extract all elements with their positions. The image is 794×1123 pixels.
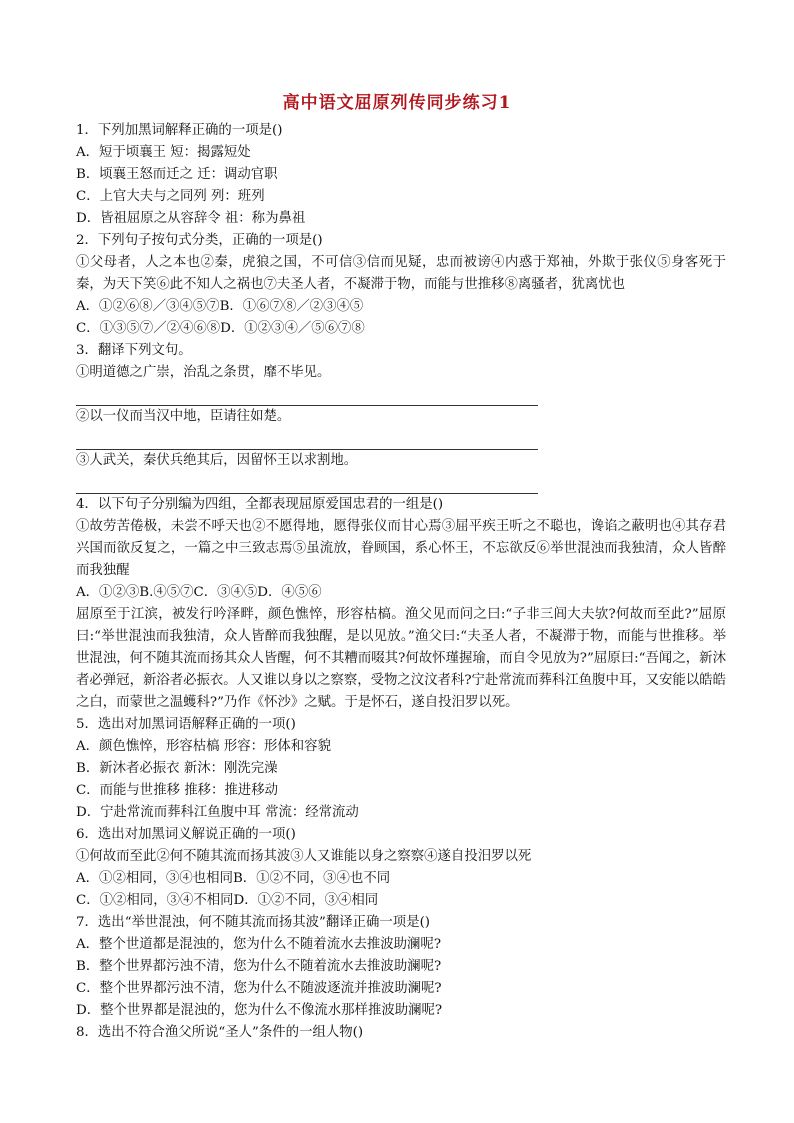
q4-sentences: ①故劳苦倦极，未尝不呼天也②不愿得地，愿得张仪而甘心焉③屈平疾王听之不聪也，谗谄之蔽明也④其存君兴国而欲反复之，一篇之中三致志焉⑤虽流放，眷顾国，系心怀王，不忘欲反⑥举世混浊而我独清，众人皆醉而我独醒 [76,519,726,578]
q3-stem: 3．翻译下列文句。 [76,343,192,358]
q3-sentence-2: ②以一仪而当汉中地，臣请往如楚。 [76,409,291,424]
q2-options-ab: A．①②⑥⑧／③④⑤⑦B．①⑥⑦⑧／②③④⑤ [76,299,364,314]
q3-sentence-3: ③人武关，秦伏兵绝其后，因留怀王以求割地。 [76,453,358,468]
q4-options: A．①②③B.④⑤⑦C．③④⑤D．④⑤⑥ [76,585,322,600]
q2-stem: 2．下列句子按句式分类，正确的一项是() [76,233,323,248]
q7-option-d: D．整个世界都是混浊的，您为什么不像流水那样推波助澜呢? [76,1003,443,1018]
reading-passage: 屈原至于江滨，被发行吟泽畔，颜色憔悴，形容枯槁。渔父见而问之曰:“子非三闾大夫欤?何故而至此?”屈原曰:“举世混浊而我独清，众人皆醉而我独醒，是以见放。”渔父曰:“夫圣人者，不凝滞于物，而能与世推移。举世混浊，何不随其流而扬其众人皆醒，何不其糟而啜其?何故怀瑾握瑜，而自令见放为?”屈原曰:“吾闻之，新沐者必弹冠，新浴者必振衣。人又谁以身以之察察，受物之汶汶者科?宁赴常流而葬科江鱼腹中耳，又安能以皓皓之白，而蒙世之温蠖科?”乃作《怀沙》之赋。于是怀石，遂自投汨罗以死。 [76,607,726,710]
q1-option-d: D．皆祖屈原之从容辞令 祖：称为鼻祖 [76,211,306,226]
q7-option-b: B．整个世界都污浊不清，您为什么不随着流水去推波助澜呢? [76,959,442,974]
q1-option-a: A．短于顷襄王 短：揭露短处 [76,145,251,160]
q1-option-b: B．顷襄王怒而迁之 迁：调动官职 [76,167,278,182]
answer-line [76,384,538,406]
q7-option-a: A．整个世道都是混浊的，您为什么不随着流水去推波助澜呢? [76,937,442,952]
q5-option-a: A．颜色憔悴，形容枯槁 形容：形体和容貌 [76,739,331,754]
q2-options-cd: C．①③⑤⑦／②④⑥⑧D．①②③④／⑤⑥⑦⑧ [76,321,365,336]
q5-option-d: D．宁赴常流而葬科江鱼腹中耳 常流：经常流动 [76,805,359,820]
page-title: 高中语文屈原列传同步练习1 [282,93,512,113]
q2-sentences: ①父母者，人之本也②秦，虎狼之国，不可信③信而见疑，忠而被谤④内惑于郑袖，外欺于张仪⑤身客死于秦，为天下笑⑥此不知人之祸也⑦夫圣人者，不凝滞于物，而能与世推移⑧离骚者，犹离忧也 [76,255,726,292]
q7-stem: 7．选出“举世混浊，何不随其流而扬其波”翻译正确一项是() [76,915,431,930]
q1-option-c: C．上官大夫与之同列 列：班列 [76,189,265,204]
q1-stem: 1．下列加黑词解释正确的一项是() [76,123,283,138]
q6-options-ab: A．①②相同，③④也相同B．①②不同，③④也不同 [76,871,391,886]
q7-option-c: C．整个世界都污浊不清，您为什么不随波逐流并推波助澜呢? [76,981,442,996]
q6-stem: 6．选出对加黑词义解说正确的一项() [76,827,296,842]
q5-option-b: B．新沐者必振衣 新沐：刚洗完澡 [76,761,278,776]
q6-options-cd: C．①②相同，③④不相同D．①②不同，③④相同 [76,893,379,908]
q6-sentences: ①何故而至此②何不随其流而扬其波③人又谁能以身之察察④遂自投汨罗以死 [76,849,532,864]
document-body [76,120,726,1044]
q8-stem: 8．选出不符合渔父所说“圣人”条件的一组人物() [76,1025,364,1040]
q3-sentence-1: ①明道德之广崇，治乱之条贯，靡不毕见。 [76,365,331,380]
q4-stem: 4．以下句子分别编为四组，全都表现屈原爱国忠君的一组是() [76,497,444,512]
answer-line [76,472,538,494]
q5-stem: 5．选出对加黑词语解释正确的一项() [76,717,296,732]
answer-line [76,428,538,450]
q5-option-c: C．而能与世推移 推移：推进移动 [76,783,278,798]
